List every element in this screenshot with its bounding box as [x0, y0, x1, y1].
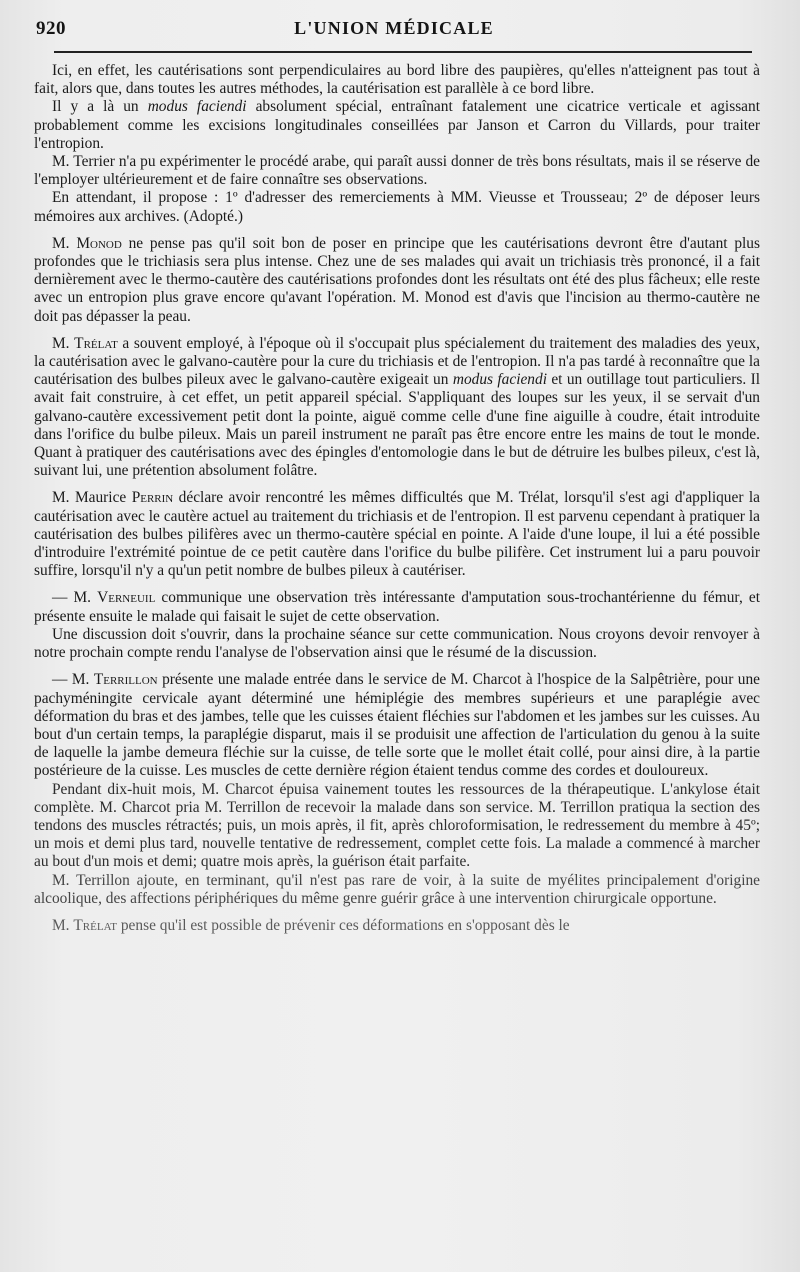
article-body — [34, 62, 760, 935]
paragraph: — M. Verneuil communique une observation très intéressante d'amputation sous-trochantérienne du fémur, et présente ensuite le malade qui faisait le sujet de cette observation. — [34, 589, 761, 625]
paragraph: — M. Terrillon présente une malade entrée dans le service de M. Charcot à l'hospice de la Salpêtrière, pour une pachyméningite cervicale ayant déterminé une hémiplégie des membres supérieurs et une paraplégie avec déformation du bras et des jambes, telle que les cuisses étaient fléchies sur l'abdomen et les jambes sur les cuisses. Au bout d'un certain temps, la paraplégie disparut, mais il se produisit une affection de l'articulation du genou à la suite de laquelle la jambe demeura fléchie sur la cuisse, de telle sorte que le mollet était collé, pour ainsi dire, à la partie postérieure de la cuisse. Les muscles de cette dernière région étaient tendus comme des cordes et douloureux. — [34, 671, 761, 780]
page-header — [36, 18, 752, 48]
paragraph: Pendant dix-huit mois, M. Charcot épuisa vainement toutes les ressources de la thérapeutique. L'ankylose était complète. M. Charcot pria M. Terrillon de recevoir la malade dans son service. M. Terrillon pratiqua la section des tendons des muscles rétractés; puis, un mois après, il fit, après chloroformisation, le redressement du membre à 45º; un mois et demi plus tard, nouvelle tentative de redressement, complet cette fois. La malade a commencé à marcher au bout d'un mois et demi; quatre mois après, la guérison était parfaite. — [34, 780, 760, 871]
speaker-name: Terrillon — [93, 671, 158, 689]
journal-title: L'UNION MÉDICALE — [294, 18, 494, 38]
speaker-name: Trélat — [73, 916, 118, 934]
paragraph: Une discussion doit s'ouvrir, dans la prochaine séance sur cette communication. Nous croyons devoir renvoyer à notre prochain compte rendu l'analyse de l'observation ainsi que le résumé de la discussion. — [34, 625, 760, 662]
paragraph: M. Terrillon ajoute, en terminant, qu'il n'est pas rare de voir, à la suite de myélites principalement d'origine alcoolique, des affections périphériques du même genre guérir grâce à une intervention chirurgicale opportune. — [34, 871, 760, 907]
paragraph: En attendant, il propose : 1º d'adresser des remerciements à MM. Vieusse et Trousseau; 2º de déposer leurs mémoires aux archives. (Adopté.) — [34, 189, 760, 225]
paragraph: M. Terrier n'a pu expérimenter le procédé arabe, qui paraît aussi donner de très bons résultats, mais il se réserve de l'employer ultérieurement et de faire connaître ses observations. — [34, 153, 760, 189]
speaker-name: Verneuil — [97, 589, 156, 607]
paragraph: Ici, en effet, les cautérisations sont perpendiculaires au bord libre des paupières, qu'elles n'atteignent pas tout à fait, alors que, dans toutes les autres méthodes, la cautérisation est parallèle à ce bord libre. — [34, 62, 760, 98]
paragraph: M. Trélat a souvent employé, à l'époque où il s'occupait plus spécialement du traitement des maladies des yeux, la cautérisation avec le galvano-cautère pour la cure du trichiasis et de l'entropion. Il n'a pas tardé à reconnaître que la cautérisation des bulbes pileux avec le galvano-cautère exigeait un modus faciendi et un outillage tout particuliers. Il avait fait construire, à cet effet, un petit appareil spécial. S'appliquant des loupes sur les yeux, il se servait d'un galvano-cautère excessivement petit dont la pointe, aiguë comme celle d'une fine aiguille à coudre, était introduite dans l'orifice du bulbe pileux. Mais un pareil instrument ne paraît pas être encore entre les mains de tout le monde. Quant à pratiquer des cautérisations avec des épingles d'entomologie dans le but de détruire les bulbes pileux, c'est là, suivant lui, une prétention absolument folâtre. — [34, 334, 760, 480]
speaker-name: Monod — [76, 234, 122, 252]
paragraph: M. Maurice Perrin déclare avoir rencontré les mêmes difficultés que M. Trélat, lorsqu'il s'est agi d'appliquer la cautérisation avec le cautère actuel au traitement du trichiasis et de l'entropion. Il est parvenu cependant à pratiquer la cautérisation des bulbes pilifères avec un thermo-cautère spécial en pointe. A l'aide d'une loupe, il lui a été possible d'introduire l'extrémité pointue de ce petit cautère dans l'orifice du bulbe pilifère. Cet instrument lui a paru pouvoir suffire, lorsqu'il n'y a qu'un petit nombre de bulbes pileux à cautériser. — [34, 489, 760, 580]
page-number: 920 — [36, 18, 66, 39]
speaker-name: Trélat — [74, 334, 118, 352]
paragraph: Il y a là un modus faciendi absolument spécial, entraînant fatalement une cicatrice verticale et agissant probablement comme les excisions longitudinales conseillées par Janson et Carron du Villards, pour traiter l'entropion. — [34, 98, 760, 152]
header-rule — [54, 51, 752, 53]
paragraph: M. Monod ne pense pas qu'il soit bon de poser en principe que les cautérisations devront être d'autant plus profondes que le trichiasis sera plus intense. Chez une de ses malades qui avait un trichiasis très prononcé, il a fait dernièrement avec le thermo-cautère des cautérisations profondes dont les résultats ont été des plus fâcheux; elle reste avec un entropion plus grave encore qu'avant l'opération. M. Monod est d'avis que l'incision au thermo-cautère ne doit pas dépasser la peau. — [34, 234, 760, 325]
paragraph: M. Trélat pense qu'il est possible de prévenir ces déformations en s'opposant dès le — [52, 916, 570, 934]
speaker-name: Perrin — [131, 489, 174, 507]
